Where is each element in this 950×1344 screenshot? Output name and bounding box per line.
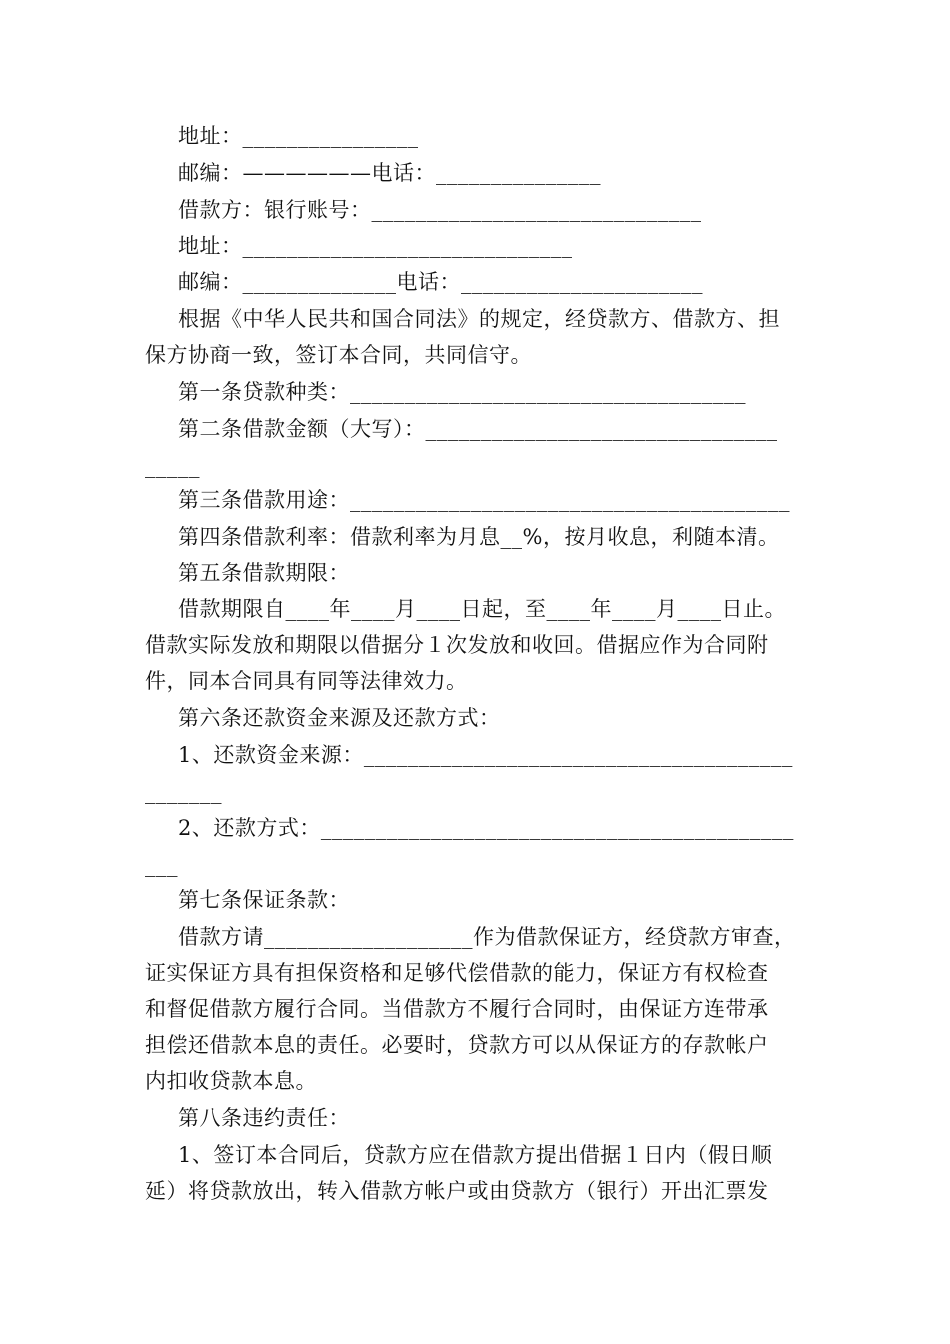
article-6-item-1-continuation: _______ xyxy=(145,780,222,804)
article-7-line-3: 和督促借款方履行合同。当借款方不履行合同时，由保证方连带承 xyxy=(145,997,769,1021)
article-5-heading: 第五条借款期限： xyxy=(178,561,350,585)
article-7-line-2: 证实保证方具有担保资格和足够代偿借款的能力，保证方有权检查 xyxy=(145,961,769,985)
article-7-line-5: 内扣收贷款本息。 xyxy=(145,1069,317,1093)
borrower-bank-account-line: 借款方：银行账号：______________________________ xyxy=(178,198,702,222)
article-8-item-1-line-2: 延）将贷款放出，转入借款方帐户或由贷款方（银行）开出汇票发 xyxy=(145,1179,769,1203)
borrower-address-line: 地址：______________________________ xyxy=(178,234,573,258)
article-1-loan-type: 第一条贷款种类：____________________________________ xyxy=(178,380,746,404)
article-4-interest-rate: 第四条借款利率：借款利率为月息__%，按月收息，利随本清。 xyxy=(178,525,780,549)
article-6-heading: 第六条还款资金来源及还款方式： xyxy=(178,706,501,730)
article-8-heading: 第八条违约责任： xyxy=(178,1106,350,1130)
article-8-item-1-line-1: 1、签订本合同后，贷款方应在借款方提出借据１日内（假日顺 xyxy=(178,1143,773,1167)
article-2-loan-amount: 第二条借款金额（大写）：________________________________ xyxy=(178,417,778,441)
article-5-line-3: 件，同本合同具有同等法律效力。 xyxy=(145,669,468,693)
article-7-line-4: 担偿还借款本息的责任。必要时，贷款方可以从保证方的存款帐户 xyxy=(145,1033,769,1057)
article-7-line-1: 借款方请___________________作为借款保证方，经贷款方审查， xyxy=(178,925,796,949)
preamble-line-2: 保方协商一致，签订本合同，共同信守。 xyxy=(145,343,532,367)
article-5-line-2: 借款实际发放和期限以借据分１次发放和收回。借据应作为合同附 xyxy=(145,633,769,657)
lender-address-line: 地址：________________ xyxy=(178,124,419,148)
preamble-line-1: 根据《中华人民共和国合同法》的规定，经贷款方、借款方、担 xyxy=(178,307,780,331)
article-7-heading: 第七条保证条款： xyxy=(178,888,350,912)
article-6-item-2-continuation: ___ xyxy=(145,853,178,877)
borrower-postcode-phone-line: 邮编：______________电话：______________________ xyxy=(178,270,703,294)
article-3-loan-purpose: 第三条借款用途：________________________________________ xyxy=(178,488,790,512)
article-5-term-dates: 借款期限自____年____月____日起，至____年____月____日止。 xyxy=(178,597,786,621)
article-6-item-1: 1、还款资金来源：_______________________________________ xyxy=(178,743,793,767)
article-6-item-2: 2、还款方式：___________________________________________ xyxy=(178,816,794,840)
article-2-continuation: _____ xyxy=(145,454,200,478)
lender-postcode-phone-line: 邮编：——————电话：_______________ xyxy=(178,161,601,185)
